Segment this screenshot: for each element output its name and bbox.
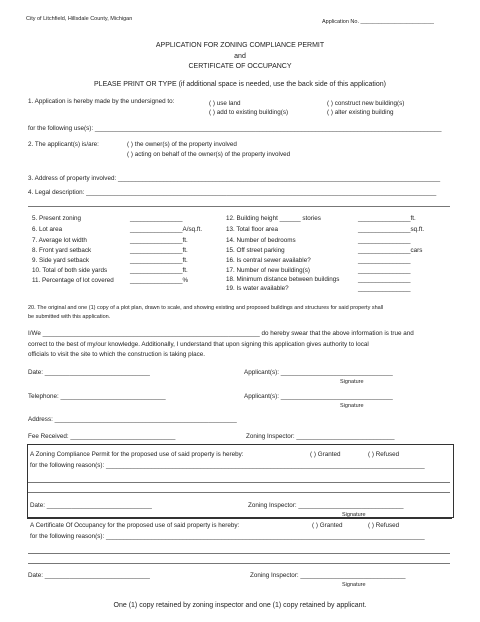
item-16-field[interactable]: _______________: [358, 257, 411, 264]
occupancy-text: A Certificate Of Occupancy for the proposed use of said property is hereby:: [30, 522, 240, 529]
permit-reason-line-1[interactable]: [28, 482, 450, 483]
occupancy-refused-checkbox[interactable]: ( ) Refused: [368, 522, 400, 529]
section-20-line2: be submitted with this application.: [28, 314, 111, 320]
item-10-field[interactable]: _______________ft.: [130, 267, 188, 274]
form-subtitle: CERTIFICATE OF OCCUPANCY: [188, 63, 292, 70]
item-17-field[interactable]: _______________: [358, 267, 411, 274]
item-10: 10. Total of both side yards: [32, 267, 108, 274]
permit-signature-caption: Signature: [342, 512, 366, 518]
footer-note: One (1) copy retained by zoning inspector and one (1) copy retained by applicant.: [113, 602, 367, 609]
occupancy-reason-line-1[interactable]: [28, 553, 450, 554]
permit-reason-line-2[interactable]: [28, 492, 450, 493]
item-17: 17. Number of new building(s): [226, 267, 310, 274]
legal-description-line[interactable]: [28, 206, 450, 207]
construct-new-checkbox[interactable]: ( ) construct new building(s): [327, 100, 405, 107]
item-14: 14. Number of bedrooms: [226, 237, 296, 244]
owner-checkbox[interactable]: ( ) the owner(s) of the property involved: [127, 141, 237, 148]
item-5: 5. Present zoning: [32, 215, 82, 222]
item-18-field[interactable]: _______________: [358, 276, 411, 283]
section-20-line1: 20. The original and one (1) copy of a plot plan, drawn to scale, and showing existing and proposed buildings and structures for said property shall: [28, 305, 384, 311]
zoning-inspector-field[interactable]: Zoning Inspector: ____________________________: [246, 433, 395, 440]
item-11: 11. Percentage of lot covered: [32, 277, 114, 284]
application-number-field[interactable]: Application No. ________________________: [322, 19, 434, 25]
alter-existing-checkbox[interactable]: ( ) alter existing building: [327, 109, 394, 116]
oath-line1[interactable]: I/We ______________________________________________________________ do hereby swear that the above information is true and: [28, 330, 414, 337]
use-land-checkbox[interactable]: ( ) use land: [209, 100, 241, 107]
occupancy-granted-checkbox[interactable]: ( ) Granted: [312, 522, 343, 529]
item-11-field[interactable]: _______________%: [130, 277, 189, 284]
form-title-and: and: [234, 53, 246, 60]
applicant-signature-2[interactable]: Applicant(s): ________________________________: [244, 393, 393, 400]
item-8: 8. Front yard setback: [32, 247, 92, 254]
permit-inspector-field[interactable]: Zoning Inspector: ______________________________: [248, 502, 404, 509]
oath-line3: officials to visit the site to which the construction is taking place.: [28, 351, 205, 358]
item-15-field[interactable]: _______________cars: [358, 247, 423, 254]
add-existing-checkbox[interactable]: ( ) add to existing building(s): [209, 109, 289, 116]
signature-caption-2: Signature: [340, 403, 364, 409]
occupancy-reason-line-2[interactable]: [28, 563, 450, 564]
item-18: 18. Minimum distance between buildings: [226, 276, 340, 283]
occupancy-divider: [27, 518, 452, 519]
item-16: 16. Is central sewer available?: [226, 257, 311, 264]
permit-reasons-field[interactable]: for the following reason(s): ___________________________________________________________________________________________: [30, 462, 425, 469]
occupancy-reasons-field[interactable]: for the following reason(s): ___________________________________________________________________________________________: [30, 533, 425, 540]
section-1-label: 1. Application is hereby made by the undersigned to:: [28, 98, 175, 105]
applicant-signature-1[interactable]: Applicant(s): ________________________________: [244, 369, 393, 376]
item-9-field[interactable]: _______________ft.: [130, 257, 188, 264]
item-8-field[interactable]: _______________ft.: [130, 247, 188, 254]
occupancy-date-field[interactable]: Date: ______________________________: [28, 572, 150, 579]
uses-field[interactable]: for the following use(s): ___________________________________________________________________________________________________: [28, 125, 442, 132]
section-2-label: 2. The applicant(s) is/are:: [28, 141, 99, 148]
occupancy-signature-caption: Signature: [342, 582, 366, 588]
item-12-field[interactable]: _______________ft.: [358, 215, 416, 222]
item-19-field[interactable]: _______________: [358, 285, 411, 292]
item-5-field[interactable]: _______________: [130, 215, 183, 222]
item-14-field[interactable]: _______________: [358, 237, 411, 244]
item-7: 7. Average lot width: [32, 237, 87, 244]
city-header: City of Litchfield, Hillsdale County, Michigan: [26, 16, 133, 22]
item-7-field[interactable]: _______________ft.: [130, 237, 188, 244]
fee-received-field[interactable]: Fee Received: ______________________________: [28, 433, 176, 440]
occupancy-inspector-field[interactable]: Zoning Inspector: ______________________________: [250, 572, 406, 579]
item-13-field[interactable]: _______________sq.ft.: [358, 226, 425, 233]
legal-description-field[interactable]: 4. Legal description: ____________________________________________________________________________________________________: [28, 189, 437, 196]
property-address-field[interactable]: 3. Address of property involved: ____________________________________________________________________________________________: [28, 175, 441, 182]
item-6: 6. Lot area: [32, 226, 63, 233]
permit-date-field[interactable]: Date: ______________________________: [30, 502, 152, 509]
item-6-field[interactable]: _______________A/sq.ft.: [130, 226, 203, 233]
item-19: 19. Is water available?: [226, 285, 289, 292]
instruction-text: PLEASE PRINT OR TYPE (if additional space is needed, use the back side of this application): [94, 81, 386, 88]
permit-granted-checkbox[interactable]: ( ) Granted: [310, 451, 341, 458]
behalf-checkbox[interactable]: ( ) acting on behalf of the owner(s) of the property involved: [127, 151, 291, 158]
permit-text: A Zoning Compliance Permit for the proposed use of said property is hereby:: [30, 451, 244, 458]
item-12: 12. Building height ______ stories: [226, 215, 321, 222]
telephone-field[interactable]: Telephone: ______________________________: [28, 393, 166, 400]
date-field[interactable]: Date: ______________________________: [28, 369, 150, 376]
oath-line2: correct to the best of my/our knowledge. Additionally, I understand that upon signing this application gives authority to local: [28, 341, 369, 348]
address-field[interactable]: Address: ____________________________________________________: [28, 416, 237, 423]
form-title: APPLICATION FOR ZONING COMPLIANCE PERMIT: [155, 42, 325, 49]
item-13: 13. Total floor area: [226, 226, 279, 233]
item-15: 15. Off street parking: [226, 247, 285, 254]
permit-refused-checkbox[interactable]: ( ) Refused: [368, 451, 400, 458]
signature-caption-1: Signature: [340, 379, 364, 385]
item-9: 9. Side yard setback: [32, 257, 90, 264]
